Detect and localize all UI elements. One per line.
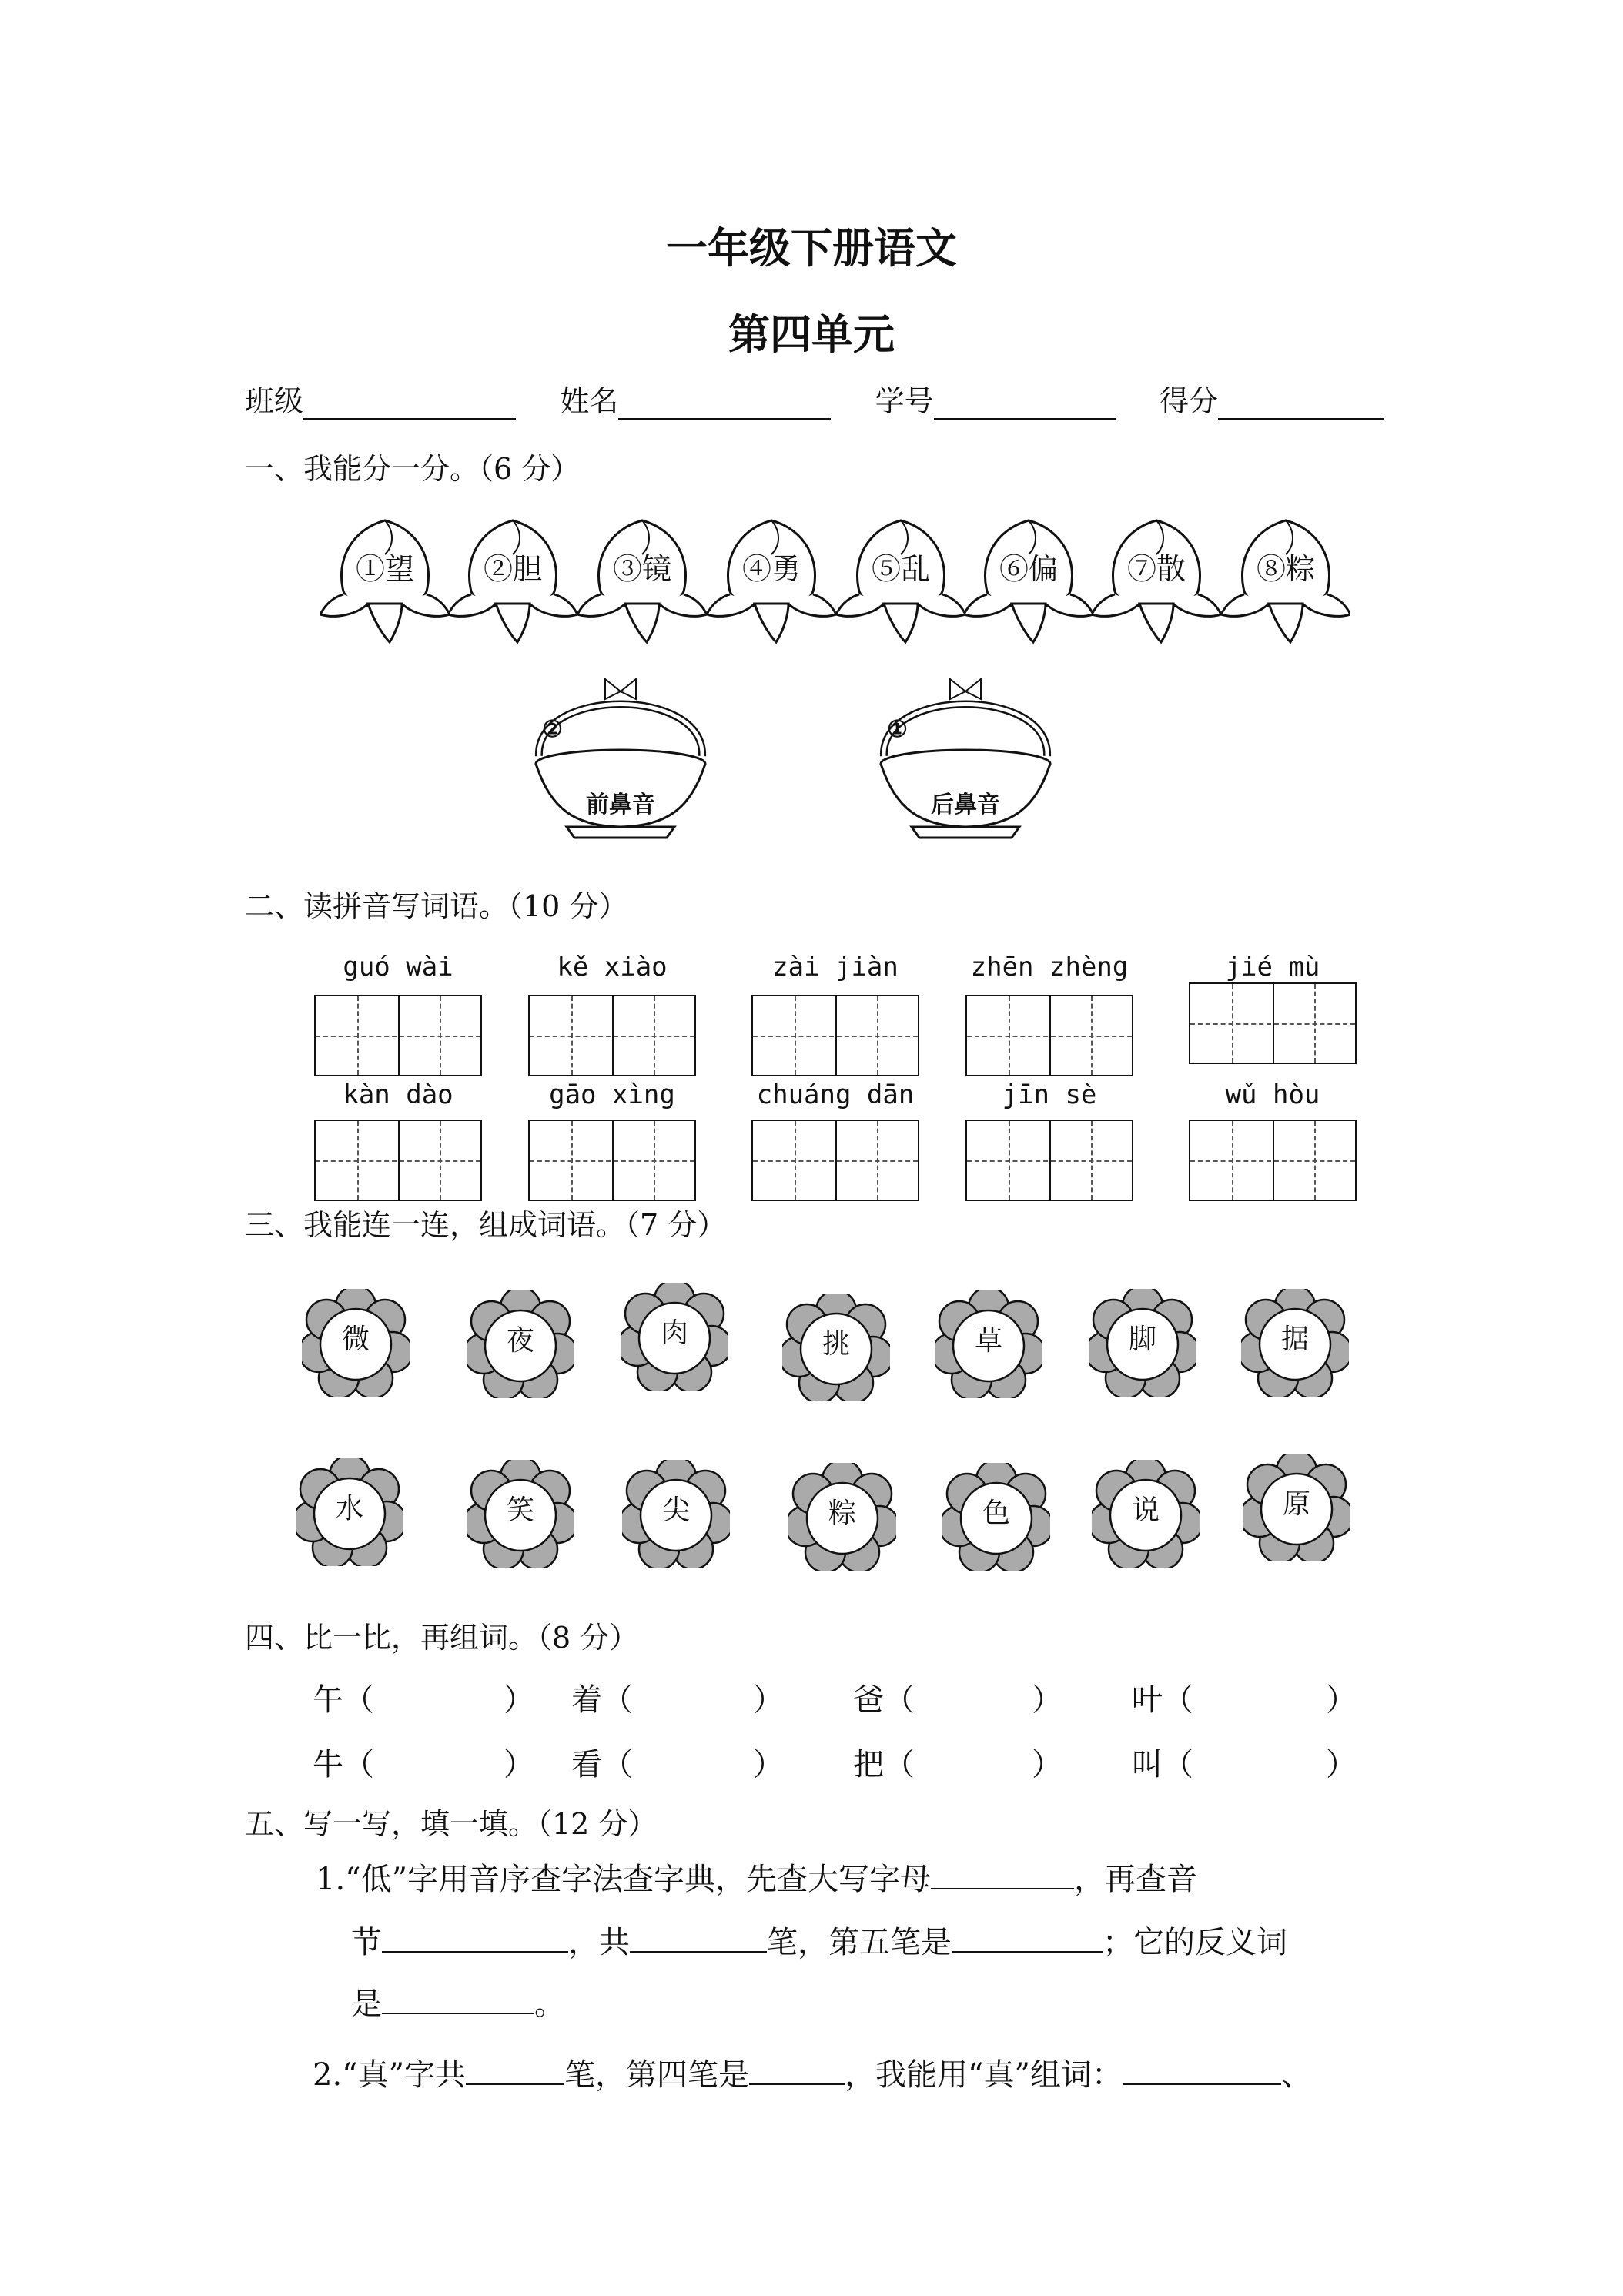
compare-char: 叶（ [1132, 1682, 1193, 1718]
class-label: 班级 [245, 384, 304, 418]
q1-blank-fifth-stroke[interactable] [952, 1920, 1103, 1953]
basket-number: ① [887, 716, 908, 743]
score-field [1160, 377, 1384, 420]
peach-label: ⑤乱 [871, 552, 930, 586]
q2-blank-word[interactable] [1123, 2053, 1281, 2085]
compare-char: 叫（ [1132, 1747, 1193, 1782]
basket-back-nasal[interactable] [865, 656, 1066, 841]
compare-char: 爸（ [853, 1682, 915, 1718]
pinyin-label: wǔ hòu [1225, 1079, 1320, 1110]
basket-front-nasal[interactable] [520, 656, 721, 841]
name-field [560, 377, 831, 420]
compare-close-paren: ） [1032, 1682, 1062, 1718]
pinyin-label: zhēn zhèng [970, 952, 1129, 982]
compare-close-paren: ） [1326, 1682, 1357, 1718]
q2-text-b: 笔，第四笔是 [564, 2057, 750, 2093]
section3-heading: 三、我能连一连，组成词语。（7 分） [245, 1208, 727, 1242]
q1-text-c: 节 [351, 1925, 382, 1960]
peach-label: ⑦散 [1126, 552, 1186, 586]
flower-char: 说 [1131, 1494, 1160, 1526]
pinyin-label: guó wài [343, 952, 453, 982]
writing-grid[interactable] [528, 995, 696, 1076]
pinyin-label: kě xiào [557, 952, 668, 982]
pinyin-label: jié mù [1225, 952, 1320, 982]
flower-char: 脚 [1128, 1324, 1156, 1355]
q1-blank-letter[interactable] [931, 1857, 1074, 1889]
compare-char: 午（ [313, 1682, 374, 1718]
q2-blank-fourth-stroke[interactable] [749, 2053, 845, 2085]
peach-card[interactable] [707, 514, 836, 644]
q1-blank-syllable[interactable] [382, 1920, 568, 1953]
peach-card[interactable] [320, 514, 450, 644]
basket-label: 前鼻音 [586, 792, 655, 818]
q1-blank-strokes[interactable] [630, 1920, 767, 1953]
flower-bottom[interactable] [942, 1463, 1050, 1571]
flower-bottom[interactable] [622, 1460, 730, 1568]
writing-grid[interactable] [1189, 982, 1357, 1064]
compare-close-paren: ） [1326, 1747, 1357, 1782]
flower-top[interactable] [935, 1290, 1042, 1398]
page-title: 一年级下册语文 [666, 223, 957, 273]
student-info-row [245, 377, 1384, 420]
flower-bottom[interactable] [296, 1458, 403, 1566]
flower-char: 夜 [506, 1325, 534, 1357]
peach-card[interactable] [836, 514, 965, 644]
name-blank[interactable] [618, 386, 831, 420]
compare-char: 牛（ [313, 1747, 374, 1782]
flower-top[interactable] [1241, 1289, 1349, 1397]
flower-top[interactable] [621, 1283, 728, 1391]
flower-char: 挑 [822, 1328, 850, 1360]
section2-heading: 二、读拼音写词语。（10 分） [245, 889, 628, 923]
peach-label: ③镜 [612, 552, 671, 586]
peach-label: ①望 [355, 552, 414, 586]
compare-char: 着（ [571, 1682, 633, 1718]
compare-close-paren: ） [504, 1682, 534, 1718]
peach-card[interactable] [964, 514, 1093, 644]
pinyin-label: gāo xìng [549, 1079, 675, 1110]
peach-label: ②胆 [483, 552, 542, 586]
q2-blank-strokes[interactable] [466, 2053, 564, 2085]
pinyin-label: jīn sè [1002, 1079, 1097, 1110]
q2-text-d: 、 [1280, 2057, 1312, 2093]
peach-card[interactable] [1221, 514, 1350, 644]
peach-card[interactable] [448, 514, 577, 644]
pinyin-label: chuáng dān [756, 1079, 915, 1110]
q1-text-e: 笔，第五笔是 [767, 1925, 952, 1960]
peach-card[interactable] [577, 514, 707, 644]
class-blank[interactable] [303, 386, 516, 420]
peach-label: ⑥偏 [999, 552, 1058, 586]
peach-card[interactable] [1092, 514, 1221, 644]
peach-label: ④勇 [741, 552, 801, 586]
name-label: 姓名 [560, 384, 619, 418]
q1-line2 [351, 1911, 1287, 1974]
flower-char: 粽 [828, 1498, 856, 1529]
compare-answer-space[interactable] [1193, 1675, 1326, 1712]
writing-grid[interactable] [965, 995, 1133, 1076]
writing-grid[interactable] [314, 995, 482, 1076]
flower-char: 尖 [661, 1494, 690, 1526]
compare-answer-space[interactable] [633, 1675, 753, 1712]
flower-char: 草 [974, 1325, 1002, 1357]
q2-text-c: ，我能用“真”组词： [845, 2057, 1123, 2093]
flower-char: 原 [1282, 1488, 1310, 1520]
q1-blank-antonym[interactable] [382, 1982, 534, 2014]
score-blank[interactable] [1218, 386, 1384, 420]
writing-grid[interactable] [1189, 1120, 1357, 1201]
q1-text-h: 。 [534, 1986, 565, 2022]
number-blank[interactable] [934, 386, 1116, 420]
q1-text-f: ；它的反义词 [1103, 1925, 1287, 1960]
compare-answer-space[interactable] [633, 1740, 753, 1777]
writing-grid[interactable] [751, 995, 919, 1076]
q1-text-d: ，共 [568, 1925, 630, 1960]
basket-label: 后鼻音 [931, 792, 1000, 818]
flower-char: 微 [341, 1324, 370, 1355]
flower-top[interactable] [1089, 1289, 1196, 1397]
writing-grid[interactable] [314, 1120, 482, 1201]
compare-answer-space[interactable] [374, 1740, 504, 1777]
number-field [875, 377, 1116, 420]
section4-heading: 四、比一比，再组词。（8 分） [245, 1621, 639, 1655]
q2-line1 [313, 2043, 1312, 2107]
flower-top[interactable] [782, 1294, 890, 1401]
flower-char: 色 [982, 1498, 1010, 1529]
flower-bottom[interactable] [1243, 1454, 1350, 1561]
q2-text-a: 2.“真”字共 [313, 2057, 467, 2093]
compare-close-paren: ） [1032, 1747, 1062, 1782]
compare-answer-space[interactable] [374, 1675, 504, 1712]
class-field [245, 377, 516, 420]
writing-grid[interactable] [528, 1120, 696, 1201]
writing-grid[interactable] [751, 1120, 919, 1201]
flower-bottom[interactable] [1092, 1460, 1200, 1568]
section5-heading: 五、写一写，填一填。（12 分） [245, 1807, 658, 1841]
number-label: 学号 [875, 384, 934, 418]
compare-char: 把（ [853, 1747, 915, 1782]
q1-text-a: 1.“低”字用音序查字法查字典，先查大写字母 [316, 1862, 932, 1897]
flower-char: 水 [335, 1493, 363, 1525]
score-label: 得分 [1159, 384, 1218, 418]
q1-text-b: ，再查音 [1074, 1862, 1198, 1897]
flower-char: 据 [1280, 1324, 1309, 1355]
compare-answer-space[interactable] [915, 1740, 1032, 1777]
q1-line1 [316, 1848, 1197, 1911]
peach-label: ⑧粽 [1256, 552, 1315, 586]
compare-close-paren: ） [753, 1682, 784, 1718]
compare-answer-space[interactable] [915, 1675, 1032, 1712]
flower-top[interactable] [467, 1290, 574, 1398]
pinyin-label: kàn dào [343, 1079, 453, 1110]
flower-bottom[interactable] [467, 1460, 574, 1568]
pinyin-label: zài jiàn [772, 952, 899, 982]
page-subtitle: 第四单元 [728, 310, 895, 359]
compare-char: 看（ [571, 1747, 633, 1782]
flower-char: 笑 [506, 1494, 534, 1526]
basket-number: ② [542, 716, 563, 743]
writing-grid[interactable] [965, 1120, 1133, 1201]
flower-top[interactable] [302, 1289, 410, 1397]
compare-close-paren: ） [753, 1747, 784, 1782]
flower-bottom[interactable] [788, 1463, 896, 1571]
compare-answer-space[interactable] [1193, 1740, 1326, 1777]
compare-close-paren: ） [504, 1747, 534, 1782]
flower-char: 肉 [660, 1317, 688, 1349]
section1-heading: 一、我能分一分。（6 分） [245, 452, 581, 486]
q1-text-g: 是 [351, 1986, 382, 2022]
q1-line3 [351, 1973, 565, 2036]
